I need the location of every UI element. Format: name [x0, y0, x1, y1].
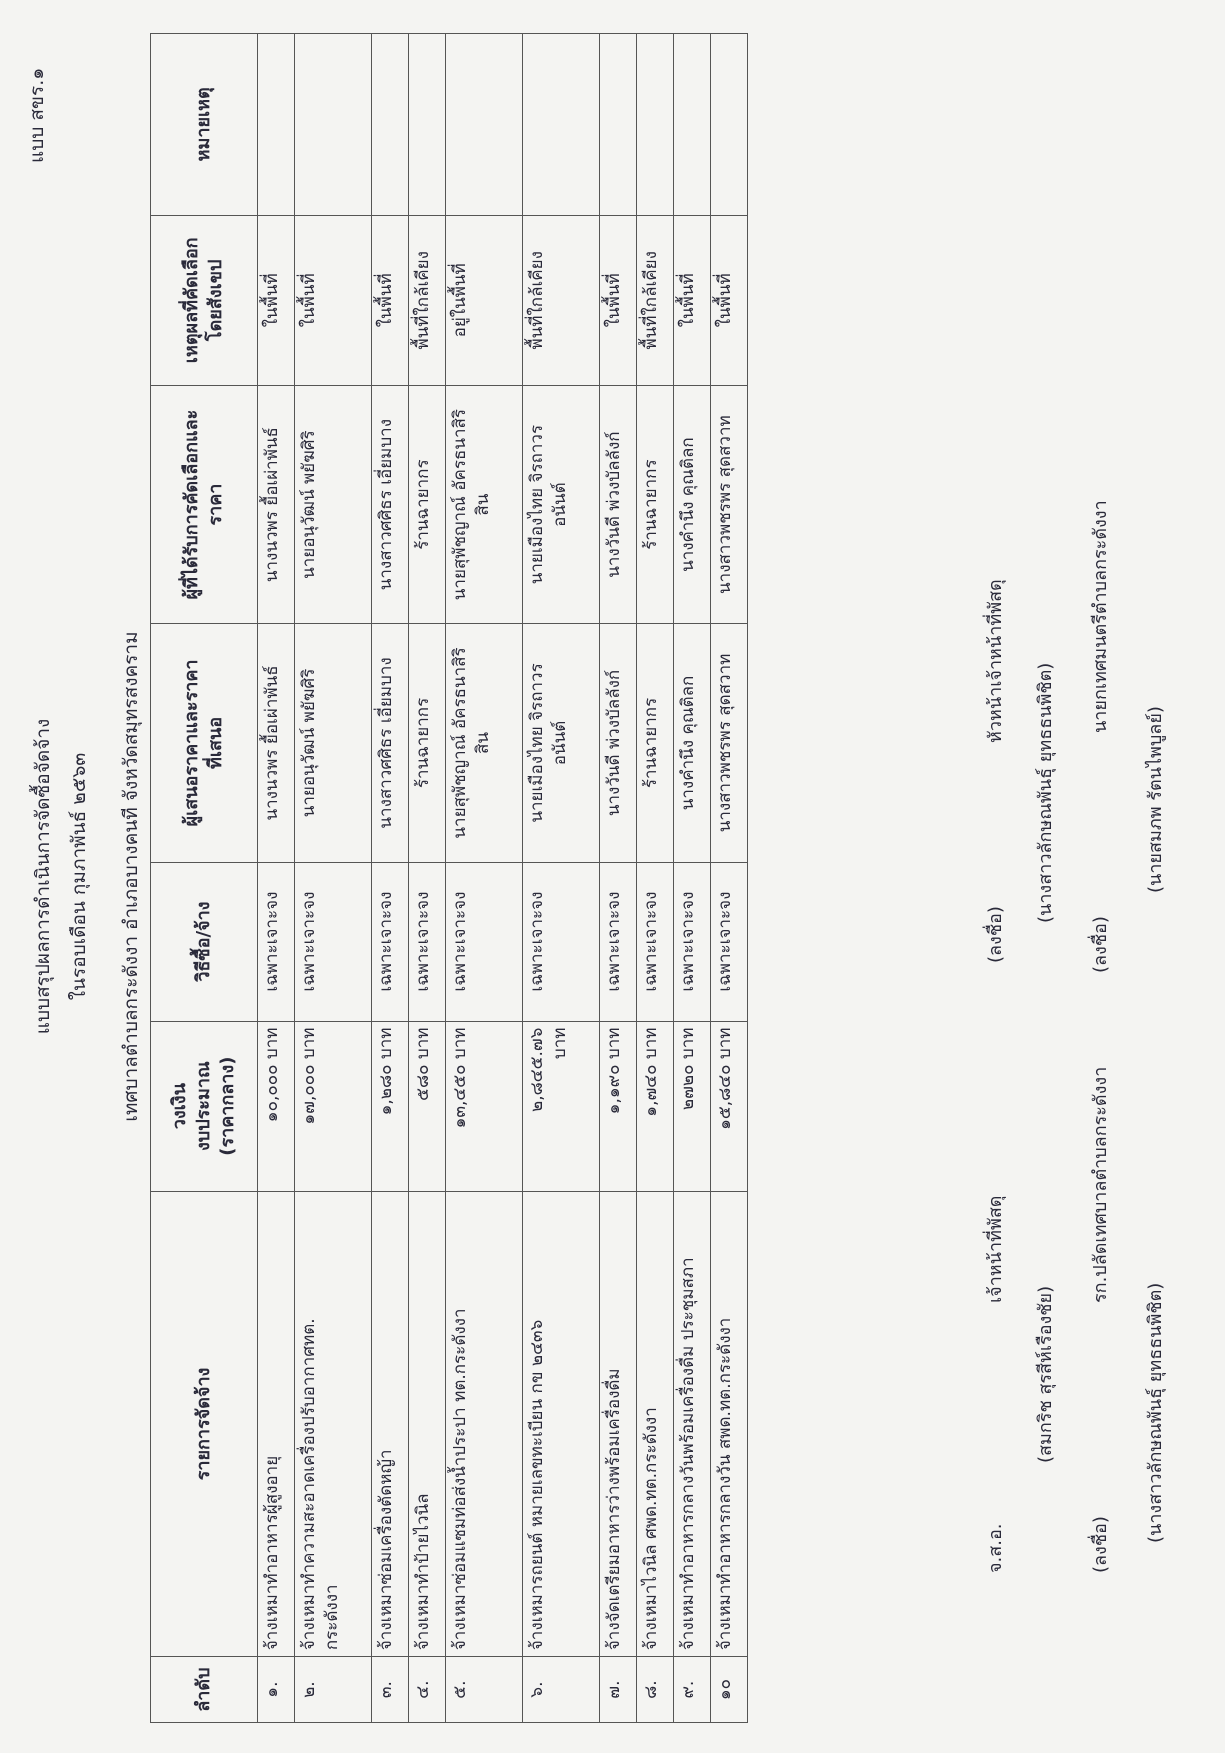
cell-winner: [372, 385, 409, 623]
cell-method: [711, 862, 748, 1021]
cell-item: [600, 1191, 637, 1656]
cell-note: [637, 34, 674, 216]
cell-winner-text: ร้านฉายากร: [413, 459, 433, 550]
cell-item: [372, 1191, 409, 1656]
cell-no-text: ๑.: [262, 1681, 282, 1698]
cell-bidder: [258, 624, 295, 862]
table-row: [446, 34, 523, 1723]
cell-winner: [600, 385, 637, 623]
table-header-row: [151, 34, 258, 1723]
cell-reason: [523, 215, 600, 385]
cell-method: [258, 862, 295, 1021]
cell-winner-text: ร้านฉายากร: [641, 459, 661, 550]
cell-note: [674, 34, 711, 216]
cell-bidder-text: นายอนุวัฒน์ พยัฆศิริ: [299, 668, 319, 818]
cell-method-text: เฉพาะเจาะจง: [450, 891, 470, 992]
cell-note: [600, 34, 637, 216]
cell-bidder: [674, 624, 711, 862]
cell-method-text: เฉพาะเจาะจง: [604, 891, 624, 992]
mayor-title: นายกเทศมนตรีตำบลกระดังงา: [1090, 500, 1111, 733]
cell-winner-text: นายเมืองไทย จิรถาวร: [527, 424, 547, 585]
table-row: [711, 34, 748, 1723]
cell-bidder: [637, 624, 674, 862]
officer-name: (สมกริช สุรสีห์เรืองชัย): [1035, 1285, 1056, 1463]
cell-bidder: [295, 624, 372, 862]
cell-no-text: ๗.: [604, 1680, 624, 1699]
cell-winner: [446, 385, 523, 623]
cell-budget-text: ๒๗๒๐ บาท: [678, 1027, 698, 1111]
cell-reason-text: พื้นที่ใกล้เคียง: [413, 251, 433, 350]
cell-item-text: จ้างเหมาซ่อมแซมท่อส่งน้ำประปา ทต.กระดังงา: [450, 1308, 470, 1651]
cell-budget: [372, 1021, 409, 1191]
cell-method: [637, 862, 674, 1021]
cell-reason-text: ในพื้นที่: [715, 273, 735, 328]
cell-budget: [446, 1021, 523, 1191]
cell-winner-text: นางนวพร ยื้อเผ่าพันธ์: [262, 427, 282, 583]
cell-bidder-text: ร้านฉายากร: [641, 697, 661, 789]
cell-method: [446, 862, 523, 1021]
cell-bidder-text: อนันต์: [549, 720, 570, 766]
table-row: [674, 34, 711, 1723]
cell-winner: [711, 385, 748, 623]
cell-bidder-text: นางนวพร ยื้อเผ่าพันธ์: [262, 665, 282, 821]
cell-winner: [637, 385, 674, 623]
cell-bidder: [446, 624, 523, 862]
cell-no-text: ๖.: [527, 1681, 547, 1698]
cell-item: [711, 1191, 748, 1656]
cell-winner-text: นางสาวศศิธร เอี่ยมบาง: [376, 418, 396, 591]
cell-method-text: เฉพาะเจาะจง: [641, 891, 661, 992]
cell-item: [523, 1191, 600, 1656]
cell-method: [372, 862, 409, 1021]
cell-winner-text: นายอนุวัฒน์ พยัฆศิริ: [299, 430, 319, 579]
cell-no: [446, 1657, 523, 1723]
cell-reason-text: ในพื้นที่: [376, 273, 396, 328]
table-row: [372, 34, 409, 1723]
cell-winner-text: นางสาวพชรพร สุดสวาท: [715, 415, 735, 594]
cell-reason-text: ในพื้นที่: [262, 273, 282, 328]
cell-winner: [295, 385, 372, 623]
cell-note: [295, 34, 372, 216]
cell-no-text: ๓.: [376, 1681, 396, 1699]
cell-bidder-text: นายเมืองไทย จิรถาวร: [527, 663, 547, 823]
cell-item: [637, 1191, 674, 1656]
cell-bidder: [372, 624, 409, 862]
cell-bidder-text: นายสุพัชญาณ์ อัครธนาสิริ: [450, 647, 470, 839]
cell-no: [674, 1657, 711, 1723]
header-budget: วงเงิน งบประมาณ (ราคากลาง): [151, 1021, 258, 1191]
cell-item: [409, 1191, 446, 1656]
form-code: แบบ สขร.๑: [26, 67, 48, 163]
cell-winner-text: นายสุพัชญาณ์ อัครธนาสิริ: [450, 409, 470, 601]
cell-budget-text: ๕๘๐ บาท: [413, 1027, 433, 1101]
cell-winner-text: นางคำนึง คุณติลก: [678, 437, 698, 572]
header-method: วิธีซื้อ/จ้าง: [151, 862, 258, 1021]
cell-budget-text: ๑๕,๘๔๐ บาท: [715, 1027, 735, 1130]
cell-item-text: จ้างเหมาซ่อมเครื่องตัดหญ้า: [376, 1449, 396, 1651]
cell-reason: [637, 215, 674, 385]
cell-item-text: จ้างเหมารถยนต์ หมายเลขทะเบียน กข ๒๔๓๖: [527, 1319, 547, 1651]
sign-label-3: (ลงชื่อ): [1090, 916, 1111, 973]
cell-budget-text: ๑,๗๔๐ บาท: [641, 1027, 661, 1117]
sign-label-2: (ลงชื่อ): [1090, 1516, 1111, 1573]
cell-reason: [446, 215, 523, 385]
procurement-table: [150, 33, 748, 1723]
cell-bidder: [523, 624, 600, 862]
header-bidder: ผู้เสนอราคาและราคา ที่เสนอ: [151, 624, 258, 862]
cell-method-text: เฉพาะเจาะจง: [715, 891, 735, 992]
cell-budget-text: ๑,๑๙๐ บาท: [604, 1027, 624, 1115]
cell-winner-text: อนันต์: [549, 482, 570, 527]
cell-reason: [295, 215, 372, 385]
header-winner: ผู้ที่ได้รับการคัดเลือกและ ราคา: [151, 385, 258, 623]
cell-no: [523, 1657, 600, 1723]
cell-no-text: ๕.: [450, 1680, 470, 1699]
cell-item-text: จ้างเหมาไวนิล ศพด.ทต.กระดังงา: [641, 1407, 661, 1651]
cell-bidder-text: นางวันดี พ่วงบัลลังก์: [604, 669, 624, 817]
cell-bidder-text: นางสาวศศิธร เอี่ยมบาง: [376, 657, 396, 829]
cell-item-text: จ้างเหมาทำอาหารกลางวัน สพด.ทต.กระดังงา: [715, 1317, 735, 1651]
sign-label-1: (ลงชื่อ): [985, 906, 1006, 963]
cell-method-text: เฉพาะเจาะจง: [678, 891, 698, 992]
cell-budget: [674, 1021, 711, 1191]
cell-budget-text: ๑๐,๐๐๐ บาท: [262, 1027, 282, 1123]
cell-no: [637, 1657, 674, 1723]
cell-item-text: จ้างจัดเตรียมอาหารว่างพร้อมเครื่องดื่ม: [604, 1368, 624, 1651]
cell-no-text: ๒.: [299, 1681, 319, 1698]
cell-no: [711, 1657, 748, 1723]
cell-bidder-text: ร้านฉายากร: [413, 697, 433, 789]
cell-method: [409, 862, 446, 1021]
cell-bidder: [711, 624, 748, 862]
table-row: [409, 34, 446, 1723]
cell-method-text: เฉพาะเจาะจง: [413, 891, 433, 992]
cell-note: [711, 34, 748, 216]
deputy-title: รก.ปลัดเทศบาลตำบลกระดังงา: [1090, 1066, 1111, 1303]
cell-budget: [409, 1021, 446, 1191]
cell-no-text: ๙.: [678, 1680, 698, 1699]
cell-bidder-text: สิน: [472, 731, 493, 754]
table-row: [295, 34, 372, 1723]
cell-method-text: เฉพาะเจาะจง: [527, 891, 547, 992]
cell-note: [523, 34, 600, 216]
cell-bidder-text: นางสาวพชรพร สุดสวาท: [715, 653, 735, 833]
cell-no: [295, 1657, 372, 1723]
cell-note: [258, 34, 295, 216]
cell-reason: [258, 215, 295, 385]
cell-budget-text: ๑๗,๐๐๐ บาท: [299, 1027, 319, 1125]
cell-winner: [258, 385, 295, 623]
cell-item-text: จ้างเหมาทำอาหารกลางวันพร้อมเครื่องดื่ม ประชุมสภา: [678, 1257, 698, 1651]
cell-budget: [600, 1021, 637, 1191]
cell-note: [446, 34, 523, 216]
cell-note: [372, 34, 409, 216]
cell-budget: [523, 1021, 600, 1191]
cell-winner: [523, 385, 600, 623]
cell-reason: [674, 215, 711, 385]
cell-budget: [711, 1021, 748, 1191]
cell-method-text: เฉพาะเจาะจง: [376, 891, 396, 992]
table-row: [523, 34, 600, 1723]
mayor-name: (นายสมภพ รัตนไพบูลย์): [1145, 706, 1166, 893]
cell-budget-text: บาท: [549, 1027, 570, 1060]
cell-budget: [258, 1021, 295, 1191]
cell-item-text: กระดังงา: [321, 1584, 342, 1651]
head-title: หัวหน้าเจ้าหน้าที่พัสดุ: [985, 579, 1006, 743]
header-note: หมายเหตุ: [151, 34, 258, 216]
cell-item-text: จ้างเหมาทำอาหารผู้สูงอายุ: [262, 1455, 282, 1651]
cell-no: [258, 1657, 295, 1723]
cell-reason-text: พื้นที่ใกล้เคียง: [527, 251, 547, 350]
document-title: แบบสรุปผลการดำเนินการจัดซื้อจัดจ้าง: [32, 718, 54, 1035]
cell-no-text: ๔.: [413, 1680, 433, 1699]
cell-reason: [409, 215, 446, 385]
cell-bidder: [600, 624, 637, 862]
header-item: รายการจัดจ้าง: [151, 1191, 258, 1656]
table-row: [600, 34, 637, 1723]
head-name: (นางสาวลักษณพันธุ์ ยุทธธนพิชิต): [1035, 662, 1056, 923]
officer-rank: จ.ส.อ.: [985, 1523, 1006, 1573]
cell-reason-text: ในพื้นที่: [299, 273, 319, 328]
cell-winner: [409, 385, 446, 623]
officer-title: เจ้าหน้าที่พัสดุ: [985, 1195, 1006, 1303]
cell-winner: [674, 385, 711, 623]
cell-no: [409, 1657, 446, 1723]
cell-reason-text: ในพื้นที่: [604, 273, 624, 328]
cell-note: [409, 34, 446, 216]
cell-budget-text: ๒,๘๔๕.๗๖: [527, 1027, 547, 1112]
cell-method: [600, 862, 637, 1021]
cell-reason: [600, 215, 637, 385]
cell-no-text: ๑๐: [715, 1679, 735, 1701]
document-agency: เทศบาลตำบลกระดังงา อำเภอบางคนที จังหวัดสมุทรสงคราม: [120, 631, 142, 1122]
cell-budget: [295, 1021, 372, 1191]
cell-reason-text: พื้นที่ใกล้เคียง: [641, 251, 661, 350]
document-period: ในรอบเดือน กุมภาพันธ์ ๒๕๖๓: [68, 752, 90, 1001]
cell-reason: [711, 215, 748, 385]
cell-item: [446, 1191, 523, 1656]
header-reason: เหตุผลที่คัดเลือก โดยสังเขป: [151, 215, 258, 385]
cell-method: [674, 862, 711, 1021]
cell-no: [372, 1657, 409, 1723]
table-row: [637, 34, 674, 1723]
cell-method: [523, 862, 600, 1021]
cell-budget: [637, 1021, 674, 1191]
cell-item: [295, 1191, 372, 1656]
table-row: [258, 34, 295, 1723]
cell-reason: [372, 215, 409, 385]
cell-item: [674, 1191, 711, 1656]
deputy-name: (นางสาวลักษณพันธุ์ ยุทธธนพิชิต): [1145, 1282, 1166, 1543]
cell-bidder-text: นางคำนึง คุณติลก: [678, 675, 698, 811]
cell-no: [600, 1657, 637, 1723]
header-no: ลำดับ: [151, 1657, 258, 1723]
cell-bidder: [409, 624, 446, 862]
cell-method-text: เฉพาะเจาะจง: [299, 891, 319, 992]
cell-item-text: จ้างเหมาทำความสะอาดเครื่องปรับอากาศทต.: [299, 1318, 319, 1651]
cell-method-text: เฉพาะเจาะจง: [262, 891, 282, 992]
cell-winner-text: สิน: [472, 493, 493, 516]
cell-budget-text: ๑๓,๔๕๐ บาท: [450, 1027, 470, 1129]
cell-method: [295, 862, 372, 1021]
cell-reason-text: อยู่ในพื้นที่: [450, 263, 470, 338]
cell-item-text: จ้างเหมาทำป้ายไวนิล: [413, 1493, 433, 1651]
cell-budget-text: ๑,๒๘๐ บาท: [376, 1027, 396, 1116]
cell-item: [258, 1191, 295, 1656]
cell-reason-text: ในพื้นที่: [678, 273, 698, 328]
cell-no-text: ๘.: [641, 1680, 661, 1699]
cell-winner-text: นางวันดี พ่วงบัลลังก์: [604, 431, 624, 578]
